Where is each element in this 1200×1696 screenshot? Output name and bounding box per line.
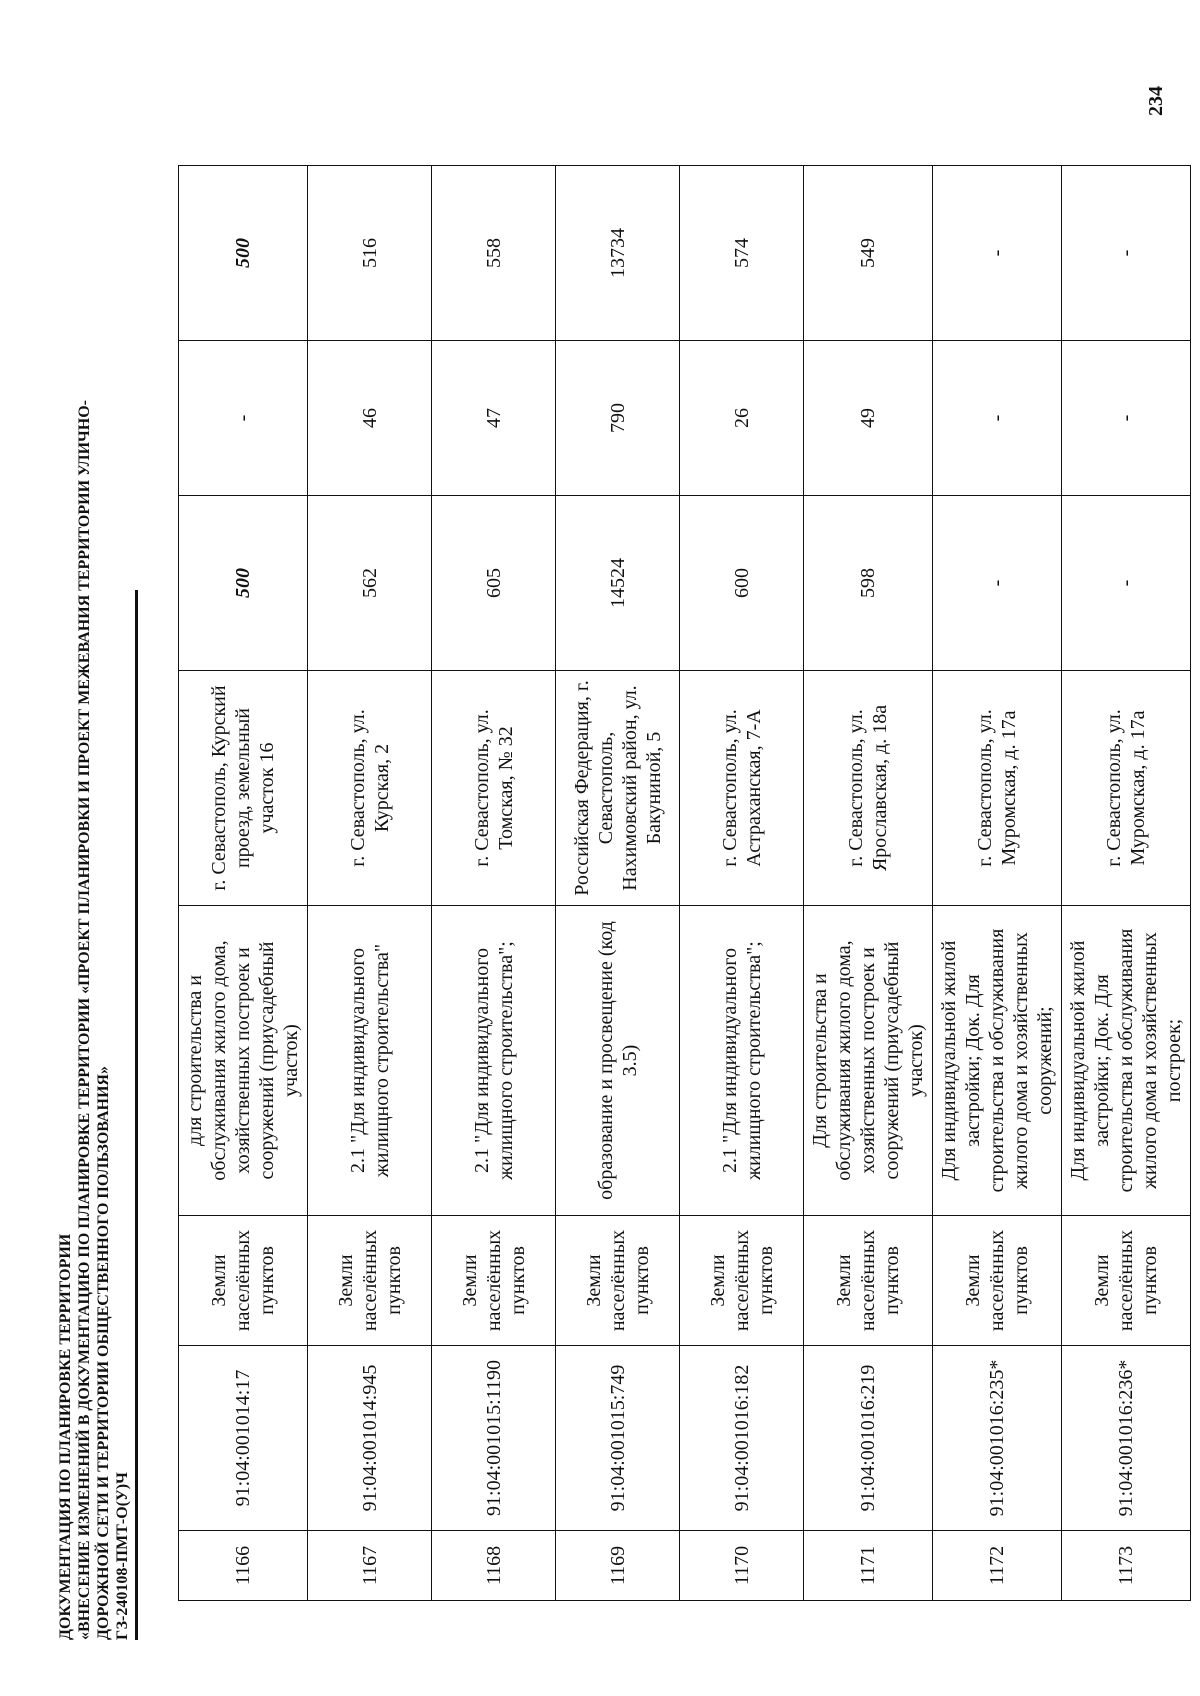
- header-line: «ВНЕСЕНИЕ ИЗМЕНЕНИЙ В ДОКУМЕНТАЦИЮ ПО ПЛАНИРОВКЕ ТЕРРИТОРИИ «ПРОЕКТ ПЛАНИРОВКИ И ПРОЕКТ МЕЖЕВАНИЯ ТЕРРИТОРИИ УЛИЧНО-: [76, 399, 93, 1640]
- permitted-use-cell: Для строительства и обслуживания жилого дома, хозяйственных построек и сооружений (приусадебный участок): [804, 906, 933, 1216]
- land-category-cell: Земли населённых пунктов: [933, 1216, 1062, 1346]
- address-cell: г. Севастополь, Курский проезд, земельный участок 16: [179, 671, 308, 906]
- table-row: [308, 166, 432, 1601]
- land-category-cell: Земли населённых пунктов: [179, 1216, 308, 1346]
- address-cell: г. Севастополь, ул. Курская, 2: [308, 671, 432, 906]
- area-part-cell: 46: [308, 341, 432, 496]
- table-row: [432, 166, 556, 1601]
- page-number: 234: [1145, 86, 1167, 116]
- table-row: [804, 166, 933, 1601]
- land-category-cell: Земли населённых пунктов: [804, 1216, 933, 1346]
- cadastral-number-cell: 91:04:001016:235*: [933, 1346, 1062, 1531]
- permitted-use-cell: 2.1 "Для индивидуального жилищного строительства": [308, 906, 432, 1216]
- area-part-cell: -: [1062, 341, 1191, 496]
- area-total-cell: 598: [804, 496, 933, 671]
- address-cell: г. Севастополь, ул. Томская, № 32: [432, 671, 556, 906]
- land-category-cell: Земли населённых пунктов: [308, 1216, 432, 1346]
- cadastral-number-cell: 91:04:001016:219: [804, 1346, 933, 1531]
- area-remaining-cell: 13734: [556, 166, 680, 341]
- row-number-cell: 1166: [179, 1531, 308, 1601]
- row-number-cell: 1173: [1062, 1531, 1191, 1601]
- area-total-cell: 14524: [556, 496, 680, 671]
- land-category-cell: Земли населённых пунктов: [556, 1216, 680, 1346]
- area-part-cell: 49: [804, 341, 933, 496]
- area-part-cell: -: [933, 341, 1062, 496]
- document-header: [56, 90, 132, 1640]
- table-row: [179, 166, 308, 1601]
- address-cell: Российская Федерация, г. Севастополь, Нахимовский район, ул. Бакуниной, 5: [556, 671, 680, 906]
- area-remaining-cell: -: [933, 166, 1062, 341]
- land-category-cell: Земли населённых пунктов: [432, 1216, 556, 1346]
- address-cell: г. Севастополь, ул. Муромская, д. 17а: [933, 671, 1062, 906]
- land-category-cell: Земли населённых пунктов: [1062, 1216, 1191, 1346]
- area-remaining-cell: 558: [432, 166, 556, 341]
- permitted-use-cell: Для индивидуальной жилой застройки; Док. Для строительства и обслуживания жилого дома и хозяйственных сооружений;: [933, 906, 1062, 1216]
- area-remaining-cell: 500: [179, 166, 308, 341]
- permitted-use-cell: 2.1 "Для индивидуального жилищного строительства";: [432, 906, 556, 1216]
- area-remaining-cell: 516: [308, 166, 432, 341]
- area-part-cell: -: [179, 341, 308, 496]
- area-remaining-cell: 574: [680, 166, 804, 341]
- cadastral-number-cell: 91:04:001014:17: [179, 1346, 308, 1531]
- cadastral-number-cell: 91:04:001016:236*: [1062, 1346, 1191, 1531]
- area-total-cell: 605: [432, 496, 556, 671]
- area-total-cell: 600: [680, 496, 804, 671]
- area-remaining-cell: 549: [804, 166, 933, 341]
- row-number-cell: 1167: [308, 1531, 432, 1601]
- table-row: [1062, 166, 1191, 1601]
- row-number-cell: 1171: [804, 1531, 933, 1601]
- header-line: ГЗ-240108-ПМТ-О(У)Ч: [114, 1472, 131, 1640]
- table-row: [933, 166, 1062, 1601]
- header-rule: [135, 590, 138, 1640]
- area-remaining-cell: -: [1062, 166, 1191, 341]
- land-category-cell: Земли населённых пунктов: [680, 1216, 804, 1346]
- address-cell: г. Севастополь, ул. Муромская, д. 17а: [1062, 671, 1191, 906]
- row-number-cell: 1168: [432, 1531, 556, 1601]
- permitted-use-cell: образование и просвещение (код 3.5): [556, 906, 680, 1216]
- cadastral-number-cell: 91:04:001014:945: [308, 1346, 432, 1531]
- address-cell: г. Севастополь, ул. Ярославская, д. 18а: [804, 671, 933, 906]
- cadastral-number-cell: 91:04:001015:1190: [432, 1346, 556, 1531]
- header-line: ДОРОЖНОЙ СЕТИ И ТЕРРИТОРИИ ОБЩЕСТВЕННОГО ПОЛЬЗОВАНИЯ»: [95, 1066, 112, 1640]
- cadastral-number-cell: 91:04:001015:749: [556, 1346, 680, 1531]
- permitted-use-cell: 2.1 "Для индивидуального жилищного строительства";: [680, 906, 804, 1216]
- area-part-cell: 26: [680, 341, 804, 496]
- area-total-cell: -: [1062, 496, 1191, 671]
- parcels-table: [178, 165, 1191, 1601]
- table-row: [556, 166, 680, 1601]
- row-number-cell: 1170: [680, 1531, 804, 1601]
- area-total-cell: 500: [179, 496, 308, 671]
- header-line: ДОКУМЕНТАЦИЯ ПО ПЛАНИРОВКЕ ТЕРРИТОРИИ: [57, 1233, 74, 1640]
- permitted-use-cell: Для индивидуальной жилой застройки; Док. Для строительства и обслуживания жилого дома и хозяйственных построек;: [1062, 906, 1191, 1216]
- area-total-cell: 562: [308, 496, 432, 671]
- row-number-cell: 1172: [933, 1531, 1062, 1601]
- area-part-cell: 790: [556, 341, 680, 496]
- row-number-cell: 1169: [556, 1531, 680, 1601]
- permitted-use-cell: для строительства и обслуживания жилого дома, хозяйственных построек и сооружений (приусадебный участок): [179, 906, 308, 1216]
- area-part-cell: 47: [432, 341, 556, 496]
- area-total-cell: -: [933, 496, 1062, 671]
- table-body: [179, 166, 1191, 1601]
- address-cell: г. Севастополь, ул. Астраханская, 7-А: [680, 671, 804, 906]
- table-row: [680, 166, 804, 1601]
- cadastral-number-cell: 91:04:001016:182: [680, 1346, 804, 1531]
